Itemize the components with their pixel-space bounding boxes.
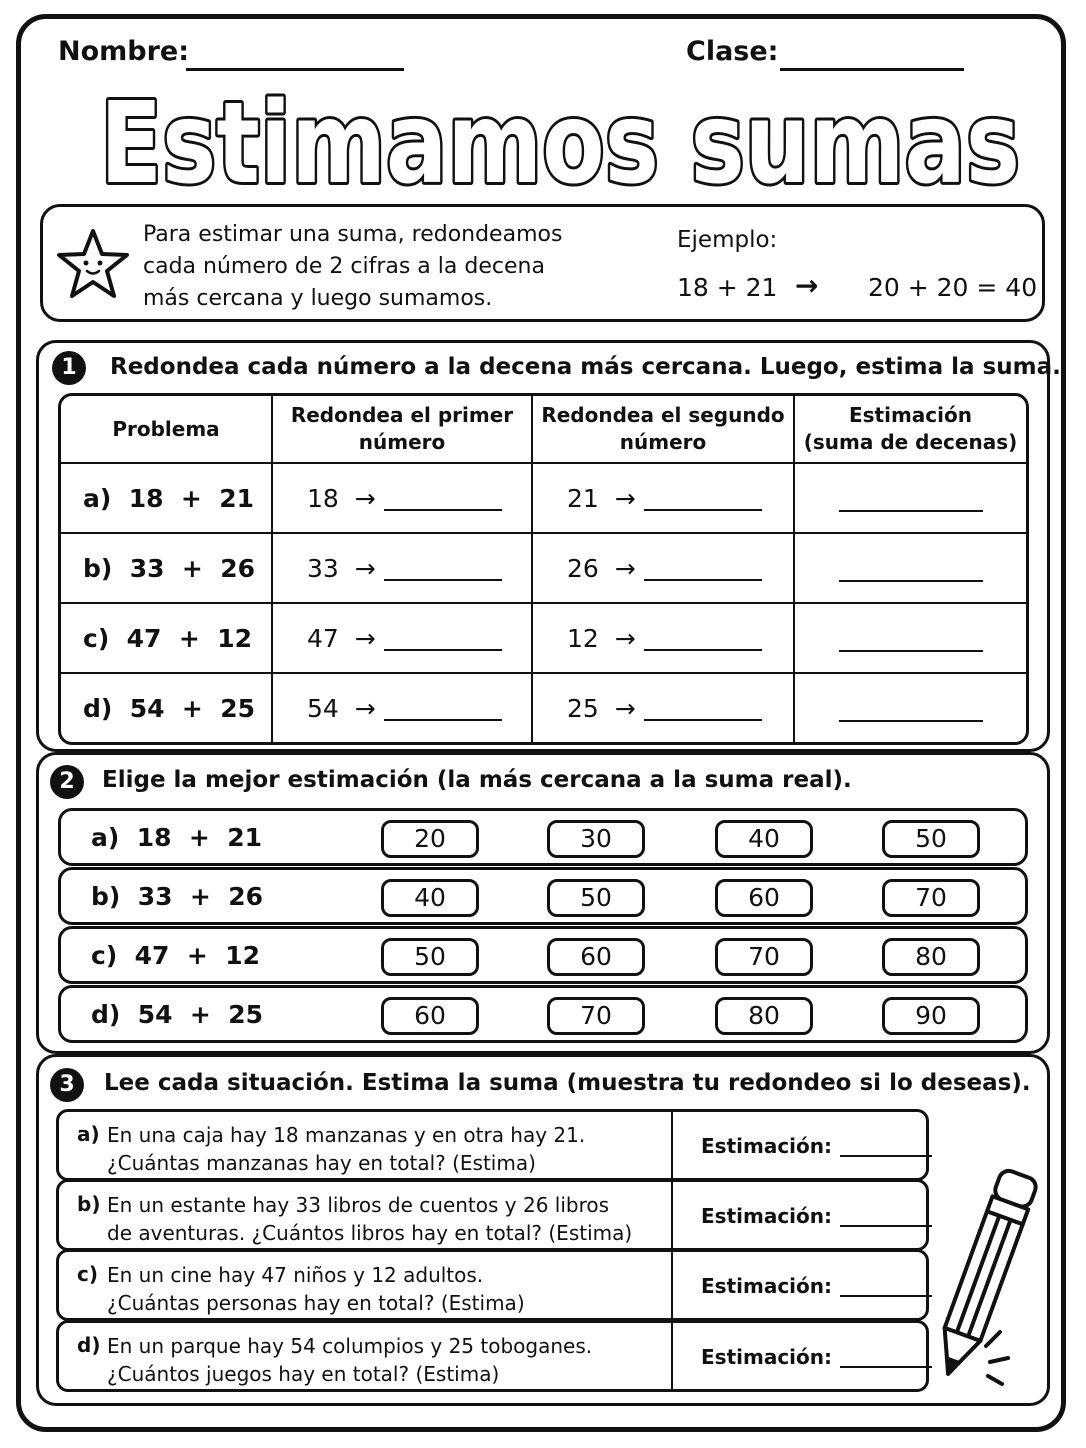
- estimate-blank[interactable]: [840, 1155, 932, 1157]
- word-problem-line: En una caja hay 18 manzanas y en otra hay 21.: [107, 1123, 586, 1147]
- row-divider: [671, 1112, 673, 1178]
- table-row: [61, 674, 1026, 742]
- answer-blank[interactable]: [384, 719, 502, 721]
- word-problem-letter: c): [77, 1262, 98, 1286]
- choice-row: [58, 926, 1028, 984]
- word-problem-line: ¿Cuántos juegos hay en total? (Estima): [107, 1362, 500, 1386]
- header-estimate-line1: Estimación: [848, 403, 972, 427]
- choice-option[interactable]: 40: [381, 879, 479, 917]
- choice-option[interactable]: 70: [547, 997, 645, 1035]
- class-label: Clase:: [686, 36, 779, 67]
- choice-option[interactable]: 60: [715, 879, 813, 917]
- choice-option[interactable]: 70: [882, 879, 980, 917]
- problem-cell: d) 54 + 25: [61, 674, 273, 742]
- round-second-cell: [533, 534, 795, 604]
- estimate-label: Estimación:: [701, 1345, 833, 1369]
- table-header-row: [61, 396, 1026, 464]
- word-problem-row: [56, 1249, 929, 1321]
- intro-text: [143, 219, 623, 315]
- choice-option[interactable]: 20: [381, 820, 479, 858]
- estimate-blank[interactable]: [839, 562, 983, 582]
- header-problem: Problema: [61, 396, 273, 464]
- answer-blank[interactable]: [384, 579, 502, 581]
- intro-line: más cercana y luego sumamos.: [143, 286, 493, 311]
- word-problem-line: de aventuras. ¿Cuántos libros hay en total? (Estima): [107, 1221, 633, 1245]
- section-1-number: 1: [52, 351, 86, 385]
- choice-option[interactable]: 50: [381, 938, 479, 976]
- choice-option[interactable]: 70: [715, 938, 813, 976]
- answer-blank[interactable]: [384, 649, 502, 651]
- section-2-title: Elige la mejor estimación (la más cercana a la suma real).: [102, 767, 852, 793]
- round-second-cell: [533, 604, 795, 674]
- round-first-cell: [273, 534, 533, 604]
- problem-cell: c) 47 + 12: [61, 604, 273, 674]
- estimate-label: Estimación:: [701, 1274, 833, 1298]
- word-problem-letter: b): [77, 1192, 101, 1216]
- estimate-cell: [795, 534, 1026, 604]
- estimate-field: [701, 1274, 932, 1298]
- table-row: [61, 604, 1026, 674]
- section-3-number: 3: [50, 1068, 84, 1102]
- choice-option[interactable]: 50: [547, 879, 645, 917]
- estimate-label: Estimación:: [701, 1134, 833, 1158]
- choice-problem: c) 47 + 12: [91, 941, 260, 970]
- header-first-line2: número: [358, 430, 446, 454]
- problem-cell: a) 18 + 21: [61, 464, 273, 534]
- choice-row: [58, 867, 1028, 925]
- word-problem-letter: a): [77, 1122, 100, 1146]
- table-row: [61, 464, 1026, 534]
- row-divider: [671, 1252, 673, 1318]
- estimate-blank[interactable]: [840, 1366, 932, 1368]
- round-second-label: 26 →: [567, 553, 636, 583]
- round-first-label: 47 →: [307, 623, 376, 653]
- intro-box: [40, 204, 1045, 322]
- header-estimate-line2: (suma de decenas): [803, 430, 1018, 454]
- answer-blank[interactable]: [644, 509, 762, 511]
- example-label: Ejemplo:: [677, 227, 778, 253]
- estimate-field: [701, 1345, 932, 1369]
- choice-row: [58, 808, 1028, 866]
- estimate-cell: [795, 464, 1026, 534]
- answer-blank[interactable]: [384, 509, 502, 511]
- header-second-line2: número: [619, 430, 707, 454]
- round-first-cell: [273, 464, 533, 534]
- round-first-cell: [273, 604, 533, 674]
- estimate-cell: [795, 674, 1026, 742]
- estimate-blank[interactable]: [839, 702, 983, 722]
- header-first: [273, 396, 533, 464]
- header-second: [533, 396, 795, 464]
- word-problem-row: [56, 1179, 929, 1251]
- section-2-number: 2: [50, 765, 84, 799]
- round-second-label: 12 →: [567, 623, 636, 653]
- intro-line: cada número de 2 cifras a la decena: [143, 254, 545, 279]
- header-first-line1: Redondea el primer: [290, 403, 514, 427]
- word-problem-row: [56, 1109, 929, 1181]
- name-field[interactable]: [186, 68, 404, 71]
- example-left: 18 + 21: [677, 273, 778, 302]
- estimate-cell: [795, 604, 1026, 674]
- choice-row: [58, 985, 1028, 1043]
- word-problem-letter: d): [77, 1333, 101, 1357]
- choice-option[interactable]: 30: [547, 820, 645, 858]
- example-arrow-icon: →: [795, 269, 819, 302]
- name-label: Nombre:: [58, 36, 190, 67]
- answer-blank[interactable]: [644, 719, 762, 721]
- choice-option[interactable]: 80: [715, 997, 813, 1035]
- estimate-blank[interactable]: [839, 492, 983, 512]
- word-problem-line: En un parque hay 54 columpios y 25 toboganes.: [107, 1334, 593, 1358]
- round-first-label: 33 →: [307, 553, 376, 583]
- estimate-blank[interactable]: [839, 632, 983, 652]
- round-second-label: 25 →: [567, 693, 636, 723]
- star-icon: [55, 227, 131, 301]
- pencil-icon: [928, 1158, 1038, 1398]
- answer-blank[interactable]: [644, 649, 762, 651]
- section-1-title: Redondea cada número a la decena más cercana. Luego, estima la suma.: [110, 354, 1061, 380]
- header-second-line1: Redondea el segundo: [541, 403, 785, 427]
- intro-line: Para estimar una suma, redondeamos: [143, 222, 563, 247]
- answer-blank[interactable]: [644, 579, 762, 581]
- rounding-table: [58, 393, 1029, 745]
- choice-problem: d) 54 + 25: [91, 1000, 264, 1029]
- choice-option[interactable]: 60: [547, 938, 645, 976]
- page-title: [0, 80, 1086, 195]
- estimate-field: [701, 1134, 932, 1158]
- choice-problem: b) 33 + 26: [91, 882, 264, 911]
- word-problem-text: [107, 1332, 667, 1388]
- round-second-label: 21 →: [567, 483, 636, 513]
- word-problem-line: En un cine hay 47 niños y 12 adultos.: [107, 1263, 484, 1287]
- estimate-blank[interactable]: [840, 1225, 932, 1227]
- word-problem-line: ¿Cuántas personas hay en total? (Estima): [107, 1291, 525, 1315]
- section-3-title: Lee cada situación. Estima la suma (muestra tu redondeo si lo deseas).: [104, 1070, 1031, 1096]
- choice-option[interactable]: 80: [882, 938, 980, 976]
- row-divider: [671, 1323, 673, 1389]
- row-divider: [671, 1182, 673, 1248]
- round-first-cell: [273, 674, 533, 742]
- word-problem-text: [107, 1121, 667, 1177]
- problem-cell: b) 33 + 26: [61, 534, 273, 604]
- round-first-label: 54 →: [307, 693, 376, 723]
- word-problem-row: [56, 1320, 929, 1392]
- round-second-cell: [533, 674, 795, 742]
- word-problem-text: [107, 1261, 667, 1317]
- example-right: 20 + 20 = 40: [868, 273, 1038, 302]
- choice-option[interactable]: 40: [715, 820, 813, 858]
- class-field[interactable]: [780, 68, 964, 71]
- choice-option[interactable]: 60: [381, 997, 479, 1035]
- word-problem-text: [107, 1191, 667, 1247]
- round-first-label: 18 →: [307, 483, 376, 513]
- round-second-cell: [533, 464, 795, 534]
- estimate-blank[interactable]: [840, 1295, 932, 1297]
- estimate-field: [701, 1204, 932, 1228]
- page-title-text: Estimamos sumas: [100, 80, 1020, 195]
- word-problem-line: ¿Cuántas manzanas hay en total? (Estima): [107, 1151, 536, 1175]
- choice-option[interactable]: 90: [882, 997, 980, 1035]
- choice-option[interactable]: 50: [882, 820, 980, 858]
- choice-problem: a) 18 + 21: [91, 823, 263, 852]
- table-row: [61, 534, 1026, 604]
- word-problem-line: En un estante hay 33 libros de cuentos y 26 libros: [107, 1193, 610, 1217]
- estimate-label: Estimación:: [701, 1204, 833, 1228]
- header-estimate: [795, 396, 1026, 464]
